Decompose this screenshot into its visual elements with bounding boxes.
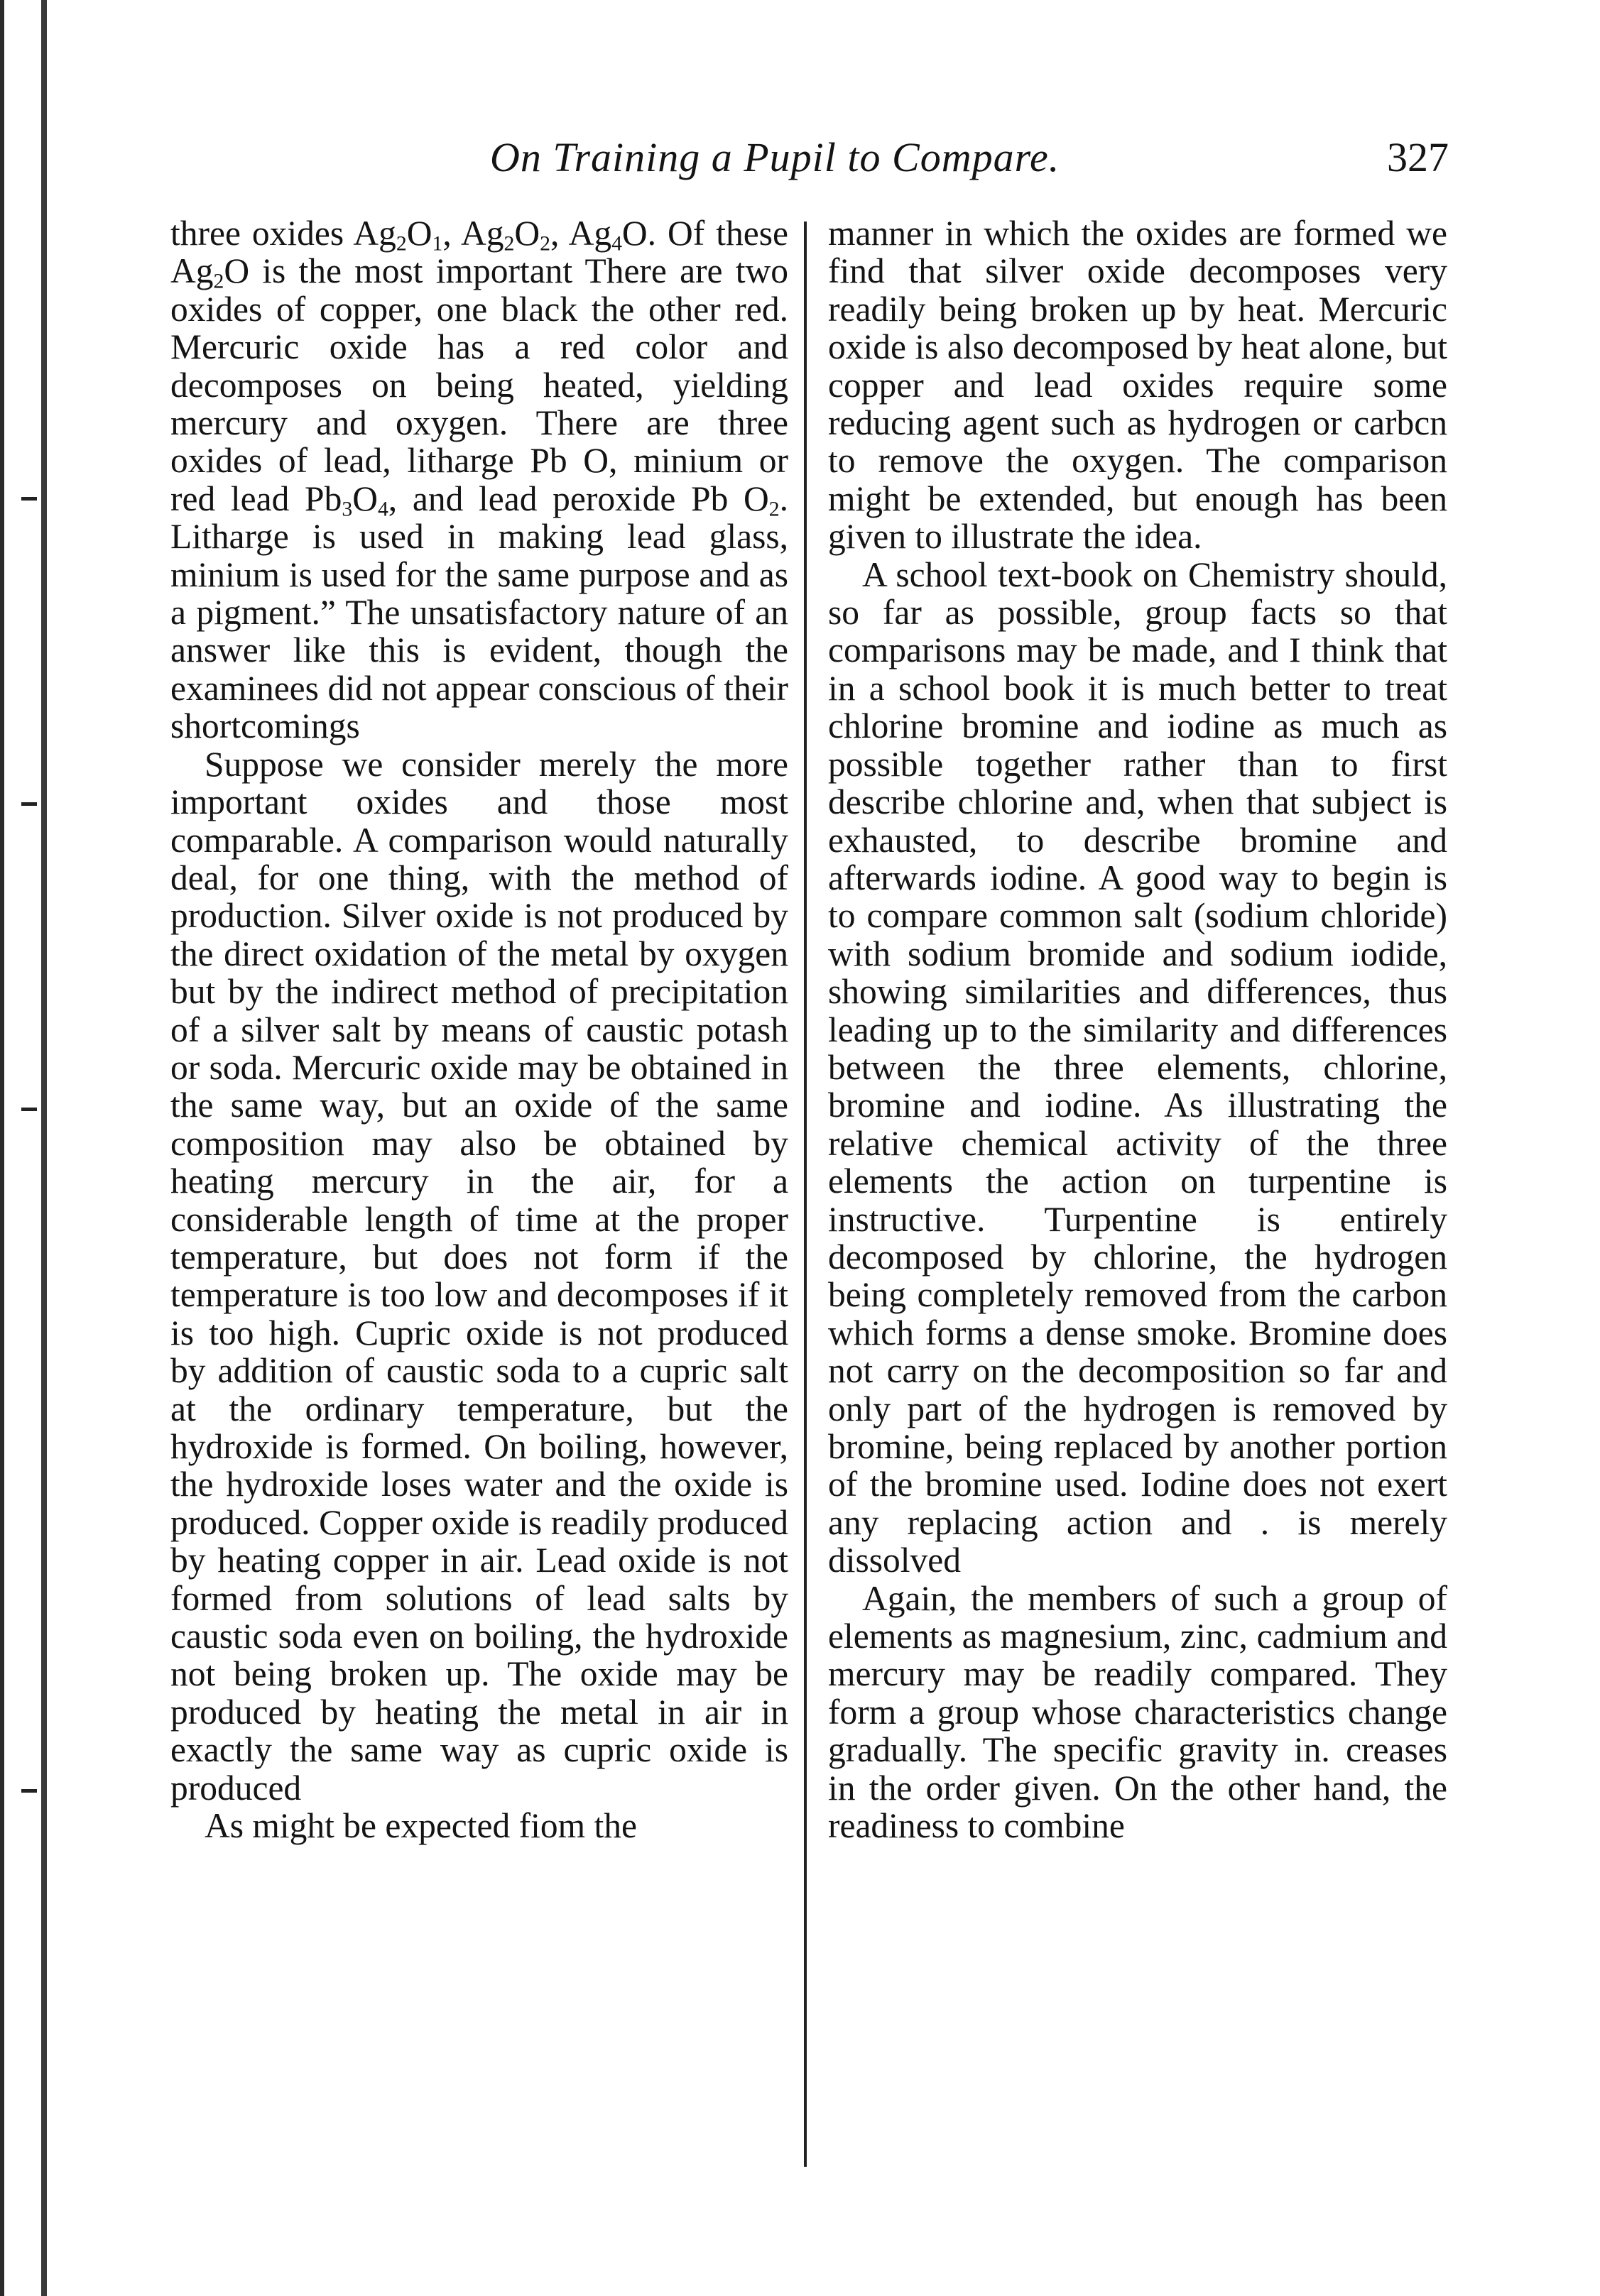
paragraph (170, 745, 788, 1807)
paragraph-text: O is the most important There are two oxides of copper, one black the other red. Mercuric oxide has a red color and decomposes on being heated, yielding mercury and oxygen. There are three oxides of lead, litharge Pb O, minium or red lead Pb (170, 251, 788, 518)
paragraph-text: O (514, 214, 540, 253)
subscript: 2 (540, 232, 550, 256)
subscript: 2 (768, 498, 780, 521)
left-text-column (170, 214, 788, 1844)
column-divider (804, 222, 807, 2167)
paragraph-text: , Ag (442, 214, 504, 253)
subscript: 2 (396, 232, 407, 256)
binding-mark (21, 802, 37, 806)
binding-mark (21, 497, 37, 501)
binding-mark (21, 1789, 37, 1793)
paragraph (170, 1807, 788, 1844)
subscript: 4 (611, 232, 622, 256)
paragraph-text: Again, the members of such a group of elements as magnesium, zinc, cadmium and mercury may be readily compared. They form a group whose characteristics change gradually. The specific gravity in. creases in the order given. On the other hand, the readiness to combine (828, 1578, 1447, 1846)
paragraph-text: O. Of these Ag (170, 214, 788, 291)
page-header (490, 133, 1449, 190)
subscript: 1 (432, 232, 443, 256)
page-number: 327 (1387, 134, 1449, 180)
binding-mark (21, 1108, 37, 1111)
subscript: 4 (377, 498, 388, 521)
subscript: 2 (213, 270, 224, 293)
paragraph-text: O (406, 214, 432, 253)
page-binding-edge (0, 0, 65, 2296)
paragraph-text: manner in which the oxides are formed we find that silver oxide decomposes very readily being broken up by heat. Mercuric oxide is also decomposed by heat alone, but copper and lead oxides require some reducing agent such as hydrogen or carbcn to remove the oxygen. The comparison might be extended, but enough has been given to illustrate the idea. (828, 214, 1447, 557)
paragraph-text: Suppose we consider merely the more important oxides and those most comparable. A comparison would naturally deal, for one thing, with the method of production. Silver oxide is not produced by the direct oxidation of the metal by oxygen but by the indirect method of precipitation of a silver salt by means of caustic potash or soda. Mercuric oxide may be obtained in the same way, but an oxide of the same composition may also be obtained by heating mercury in the air, for a considerable length of time at the proper temperature, but does not form if the temperature is too low and decomposes if it is too high. Cupric oxide is not produced by addition of caustic soda to a cupric salt at the ordinary temperature, but the hydroxide is formed. On boiling, however, the hydroxide loses water and the oxide is produced. Copper oxide is readily produced by heating copper in air. Lead oxide is not formed from solutions of lead salts by caustic soda even on boiling, the hydroxide not being broken up. The oxide may be produced by heating the metal in air in exactly the same way as cupric oxide is produced (170, 744, 788, 1808)
paragraph-text: , and lead peroxide Pb O (388, 479, 769, 518)
right-text-column (828, 214, 1447, 1844)
paragraph-text: As might be expected fiom the (205, 1806, 637, 1846)
subscript: 2 (504, 232, 515, 256)
running-title: On Training a Pupil to Compare. (490, 134, 1060, 180)
paragraph-text: , Ag (550, 214, 612, 253)
paragraph (828, 214, 1447, 556)
paragraph-text: three oxides Ag (170, 214, 396, 253)
paragraph (828, 1580, 1447, 1845)
paragraph-text: . Litharge is used in making lead glass, minium is used for the same purpose and as a pigment.” The unsatisfactory nature of an answer like this is evident, though the examinees did not appear conscious of their shortcomings (170, 479, 788, 746)
paragraph (828, 556, 1447, 1580)
paragraph-text: O (352, 479, 378, 518)
paragraph-text: A school text-book on Chemistry should, so far as possible, group facts so that comparisons may be made, and I think that in a school book it is much better to treat chlorine bromine and iodine as much as possible together rather than to first describe chlorine and, when that subject is exhausted, to describe bromine and afterwards iodine. A good way to begin is to compare common salt (sodium chloride) with sodium bromide and sodium iodide, showing similarities and differences, thus leading up to the similarity and differences between the three elements, chlorine, bromine and iodine. As illustrating the relative chemical activity of the three elements the action on turpentine is instructive. Turpentine is entirely decomposed by chlorine, the hydrogen being completely removed from the carbon which forms a dense smoke. Bromine does not carry on the decomposition so far and only part of the hydrogen is removed by bromine, being replaced by another portion of the bromine used. Iodine does not exert any replacing action and . is merely dissolved (828, 554, 1447, 1580)
subscript: 3 (342, 498, 353, 521)
paragraph (170, 214, 788, 745)
